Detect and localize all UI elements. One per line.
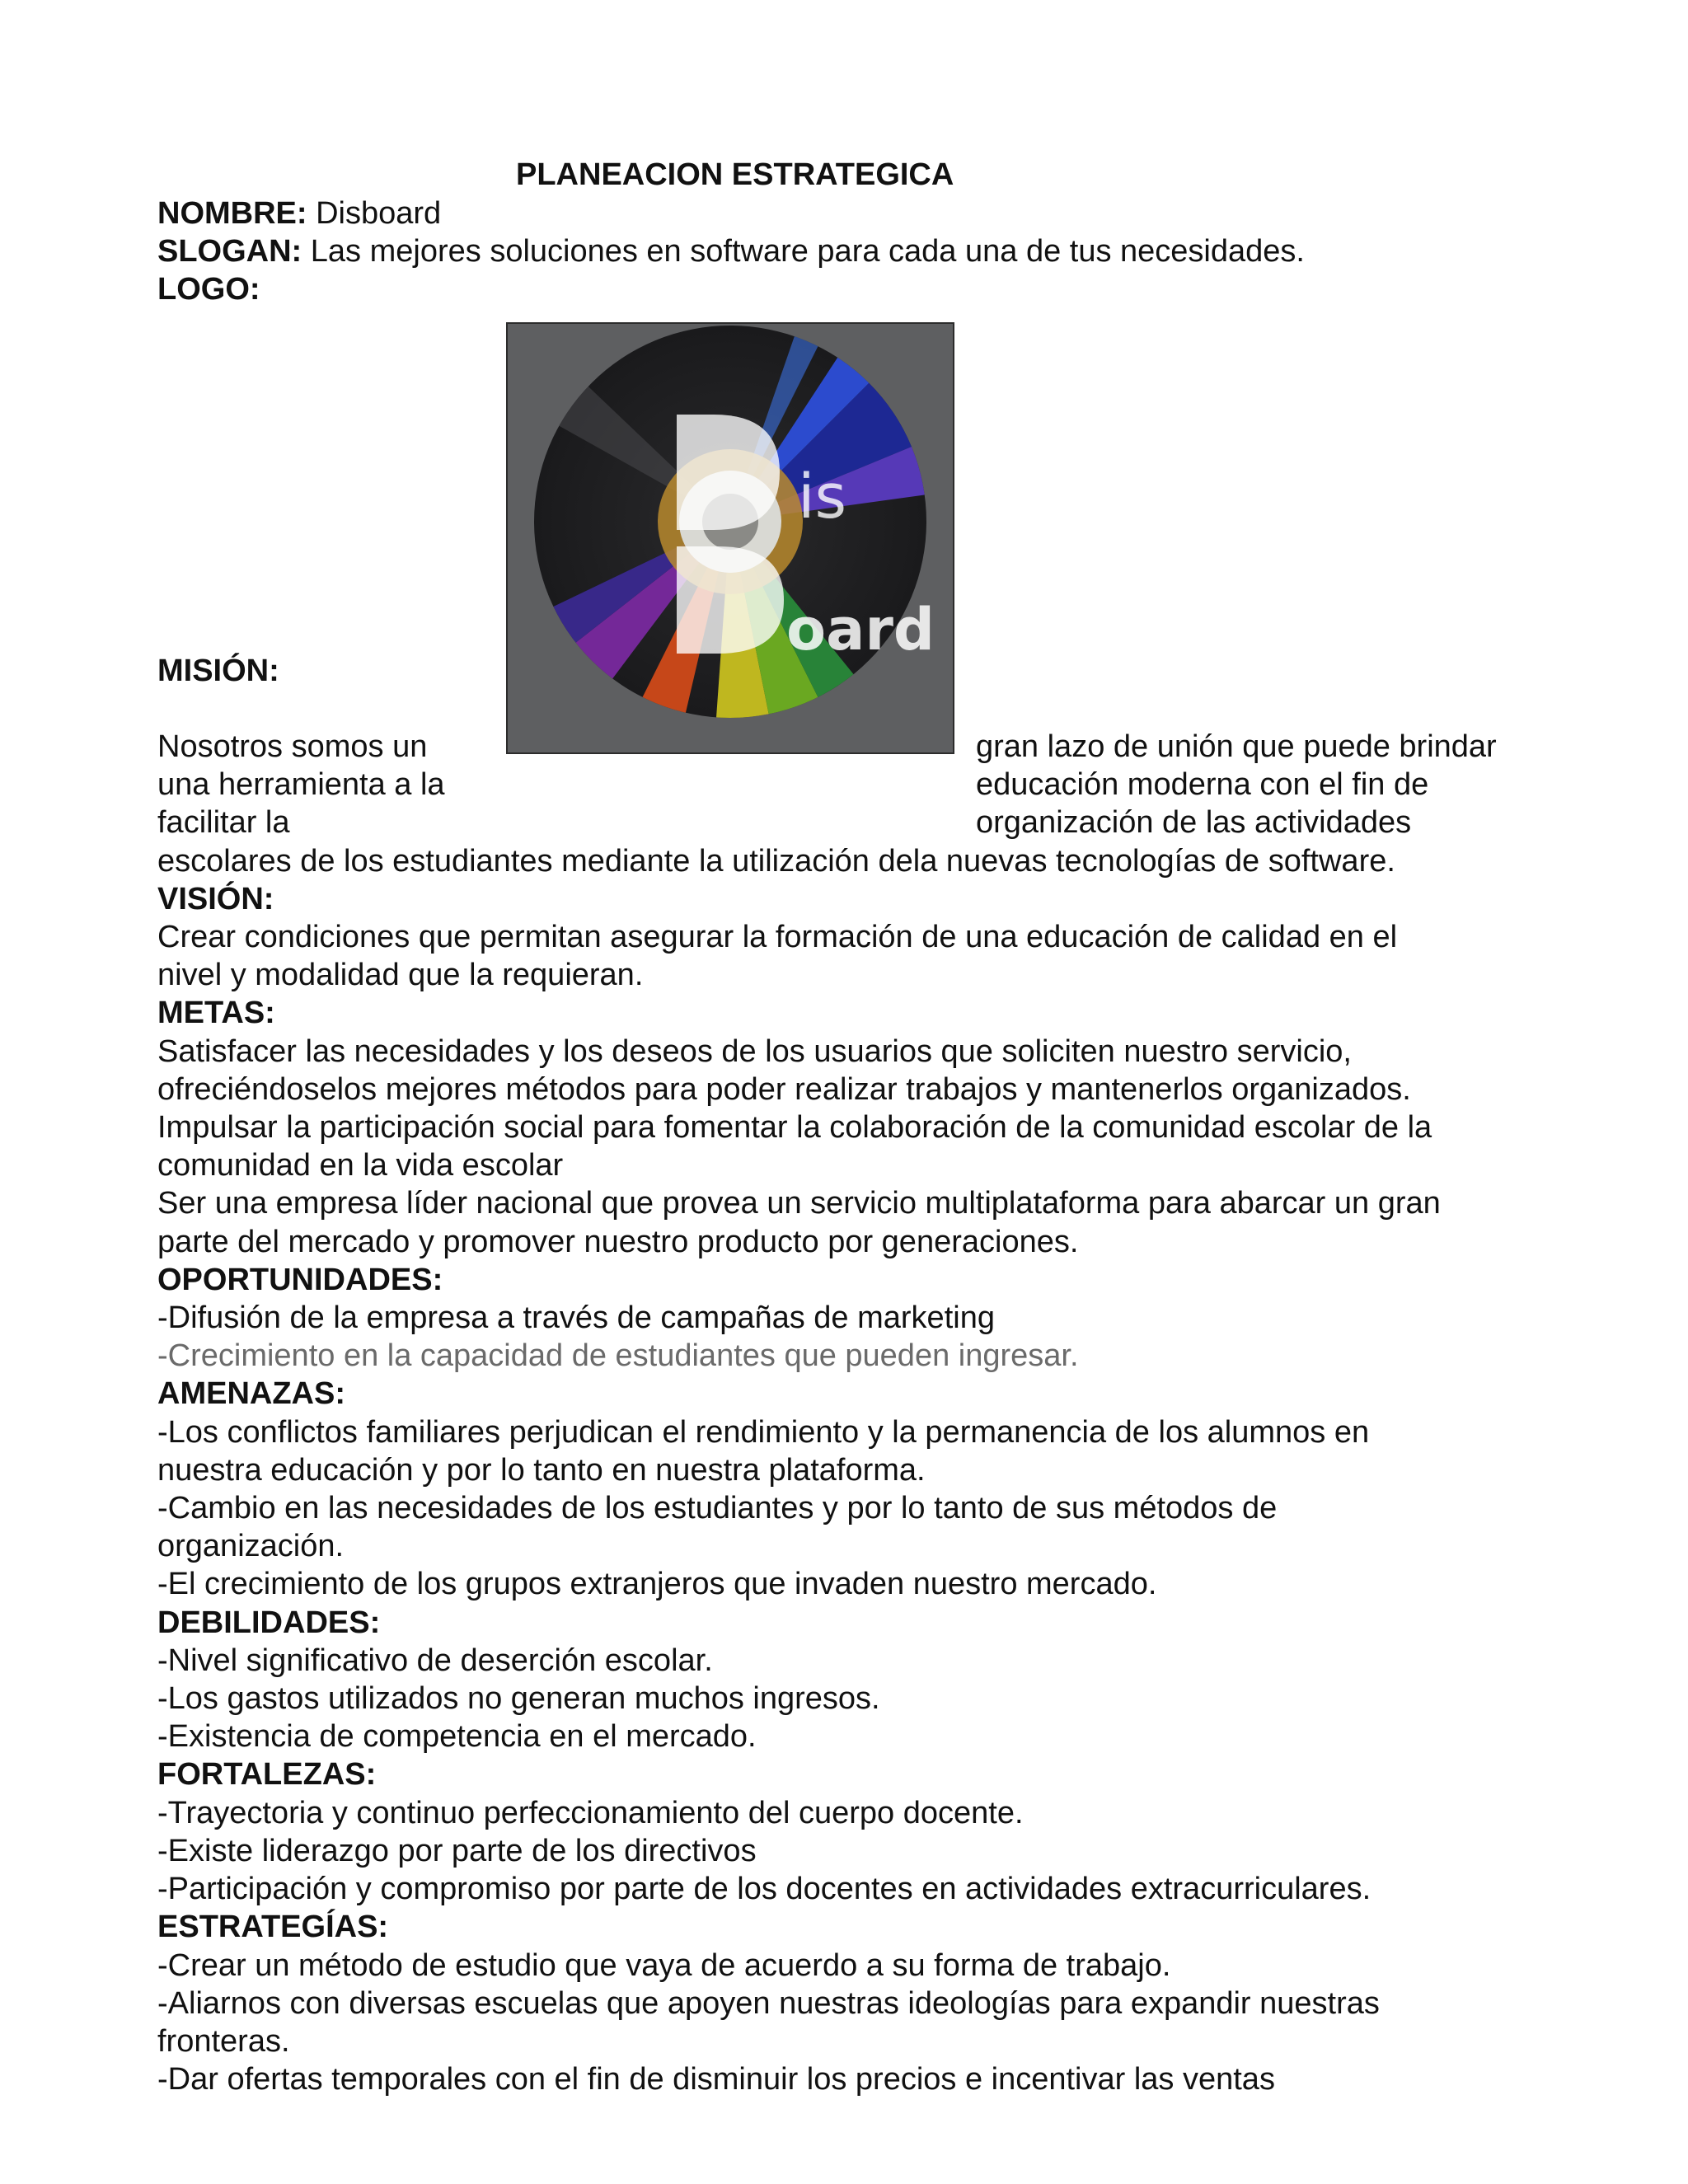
mision-left-line: Nosotros somos un — [157, 729, 428, 764]
metas-line: Ser una empresa líder nacional que provea un servicio multiplataforma para abarcar un gran — [157, 1186, 1441, 1221]
document-title: PLANEACION ESTRATEGICA — [516, 157, 954, 192]
nombre-line — [157, 194, 1559, 232]
slogan-line — [157, 232, 1559, 270]
estrategias-line: -Dar ofertas temporales con el fin de disminuir los precios e incentivar las ventas — [157, 2062, 1275, 2097]
fortalezas-line: -Trayectoria y continuo perfeccionamiento del cuerpo docente. — [157, 1795, 1024, 1830]
amenazas-line: nuestra educación y por lo tanto en nuestra plataforma. — [157, 1452, 926, 1488]
metas-line: Impulsar la participación social para fomentar la colaboración de la comunidad escolar de la — [157, 1110, 1432, 1146]
mision-right-line: educación moderna con el fin de — [976, 766, 1429, 802]
fortalezas-line: -Participación y compromiso por parte de los docentes en actividades extracurriculares. — [157, 1872, 1372, 1907]
slogan-value: Las mejores soluciones en software para cada una de tus necesidades. — [310, 234, 1305, 269]
nombre-value: Disboard — [316, 196, 442, 231]
oportunidades-line: -Crecimiento en la capacidad de estudiantes que pueden ingresar. — [157, 1338, 1079, 1374]
mision-right-column — [976, 728, 1553, 842]
mision-tail: escolares de los estudiantes mediante la utilización dela nuevas tecnologías de software. — [157, 843, 1395, 879]
mision-left-line: una herramienta a la — [157, 766, 445, 802]
debilidades-line: -Nivel significativo de deserción escolar. — [157, 1643, 713, 1678]
nombre-label: NOMBRE: — [157, 196, 307, 231]
oportunidades-line: -Difusión de la empresa a través de campañas de marketing — [157, 1301, 995, 1336]
metas-line: parte del mercado y promover nuestro producto por generaciones. — [157, 1224, 1079, 1259]
debilidades-line: -Los gastos utilizados no generan muchos ingresos. — [157, 1681, 880, 1717]
fortalezas-line: -Existe liderazgo por parte de los directivos — [157, 1833, 757, 1868]
mision-right-line: gran lazo de unión que puede brindar — [976, 729, 1497, 764]
mision-left-column — [157, 728, 487, 842]
amenazas-label: AMENAZAS: — [157, 1376, 345, 1412]
metas-line: ofreciéndoselos mejores métodos para poder realizar trabajos y mantenerlos organizados. — [157, 1071, 1411, 1107]
cd-disc-icon — [508, 324, 953, 752]
estrategias-line: -Aliarnos con diversas escuelas que apoyen nuestras ideologías para expandir nuestras — [157, 1985, 1380, 2021]
debilidades-label: DEBILIDADES: — [157, 1605, 381, 1640]
metas-line: Satisfacer las necesidades y los deseos de los usuarios que soliciten nuestro servicio, — [157, 1033, 1352, 1069]
oportunidades-label: OPORTUNIDADES: — [157, 1262, 443, 1297]
estrategias-label: ESTRATEGÍAS: — [157, 1910, 389, 1945]
slogan-label: SLOGAN: — [157, 234, 302, 269]
amenazas-line: organización. — [157, 1529, 345, 1564]
amenazas-line: -El crecimiento de los grupos extranjeros que invaden nuestro mercado. — [157, 1567, 1157, 1602]
vision-line: nivel y modalidad que la requieran. — [157, 958, 644, 993]
disboard-logo-image — [506, 322, 954, 754]
amenazas-line: -Los conflictos familiares perjudican el rendimiento y la permanencia de los alumnos en — [157, 1414, 1370, 1450]
estrategias-line: -Crear un método de estudio que vaya de acuerdo a su forma de trabajo. — [157, 1947, 1171, 1983]
fortalezas-label: FORTALEZAS: — [157, 1757, 377, 1793]
logo-is-text: is — [798, 462, 847, 532]
amenazas-line: -Cambio en las necesidades de los estudiantes y por lo tanto de sus métodos de — [157, 1491, 1278, 1526]
mision-left-line: facilitar la — [157, 805, 290, 841]
debilidades-line: -Existencia de competencia en el mercado. — [157, 1719, 757, 1755]
metas-label: METAS: — [157, 996, 275, 1031]
metas-line: comunidad en la vida escolar — [157, 1148, 564, 1183]
logo-label: LOGO: — [157, 272, 260, 307]
vision-line: Crear condiciones que permitan asegurar la formación de una educación de calidad en el — [157, 920, 1398, 955]
mision-label: MISIÓN: — [157, 653, 279, 688]
estrategias-line: fronteras. — [157, 2023, 290, 2059]
mision-right-line: organización de las actividades — [976, 805, 1412, 841]
logo-oard-text: oard — [786, 596, 935, 663]
vision-label: VISIÓN: — [157, 881, 274, 916]
